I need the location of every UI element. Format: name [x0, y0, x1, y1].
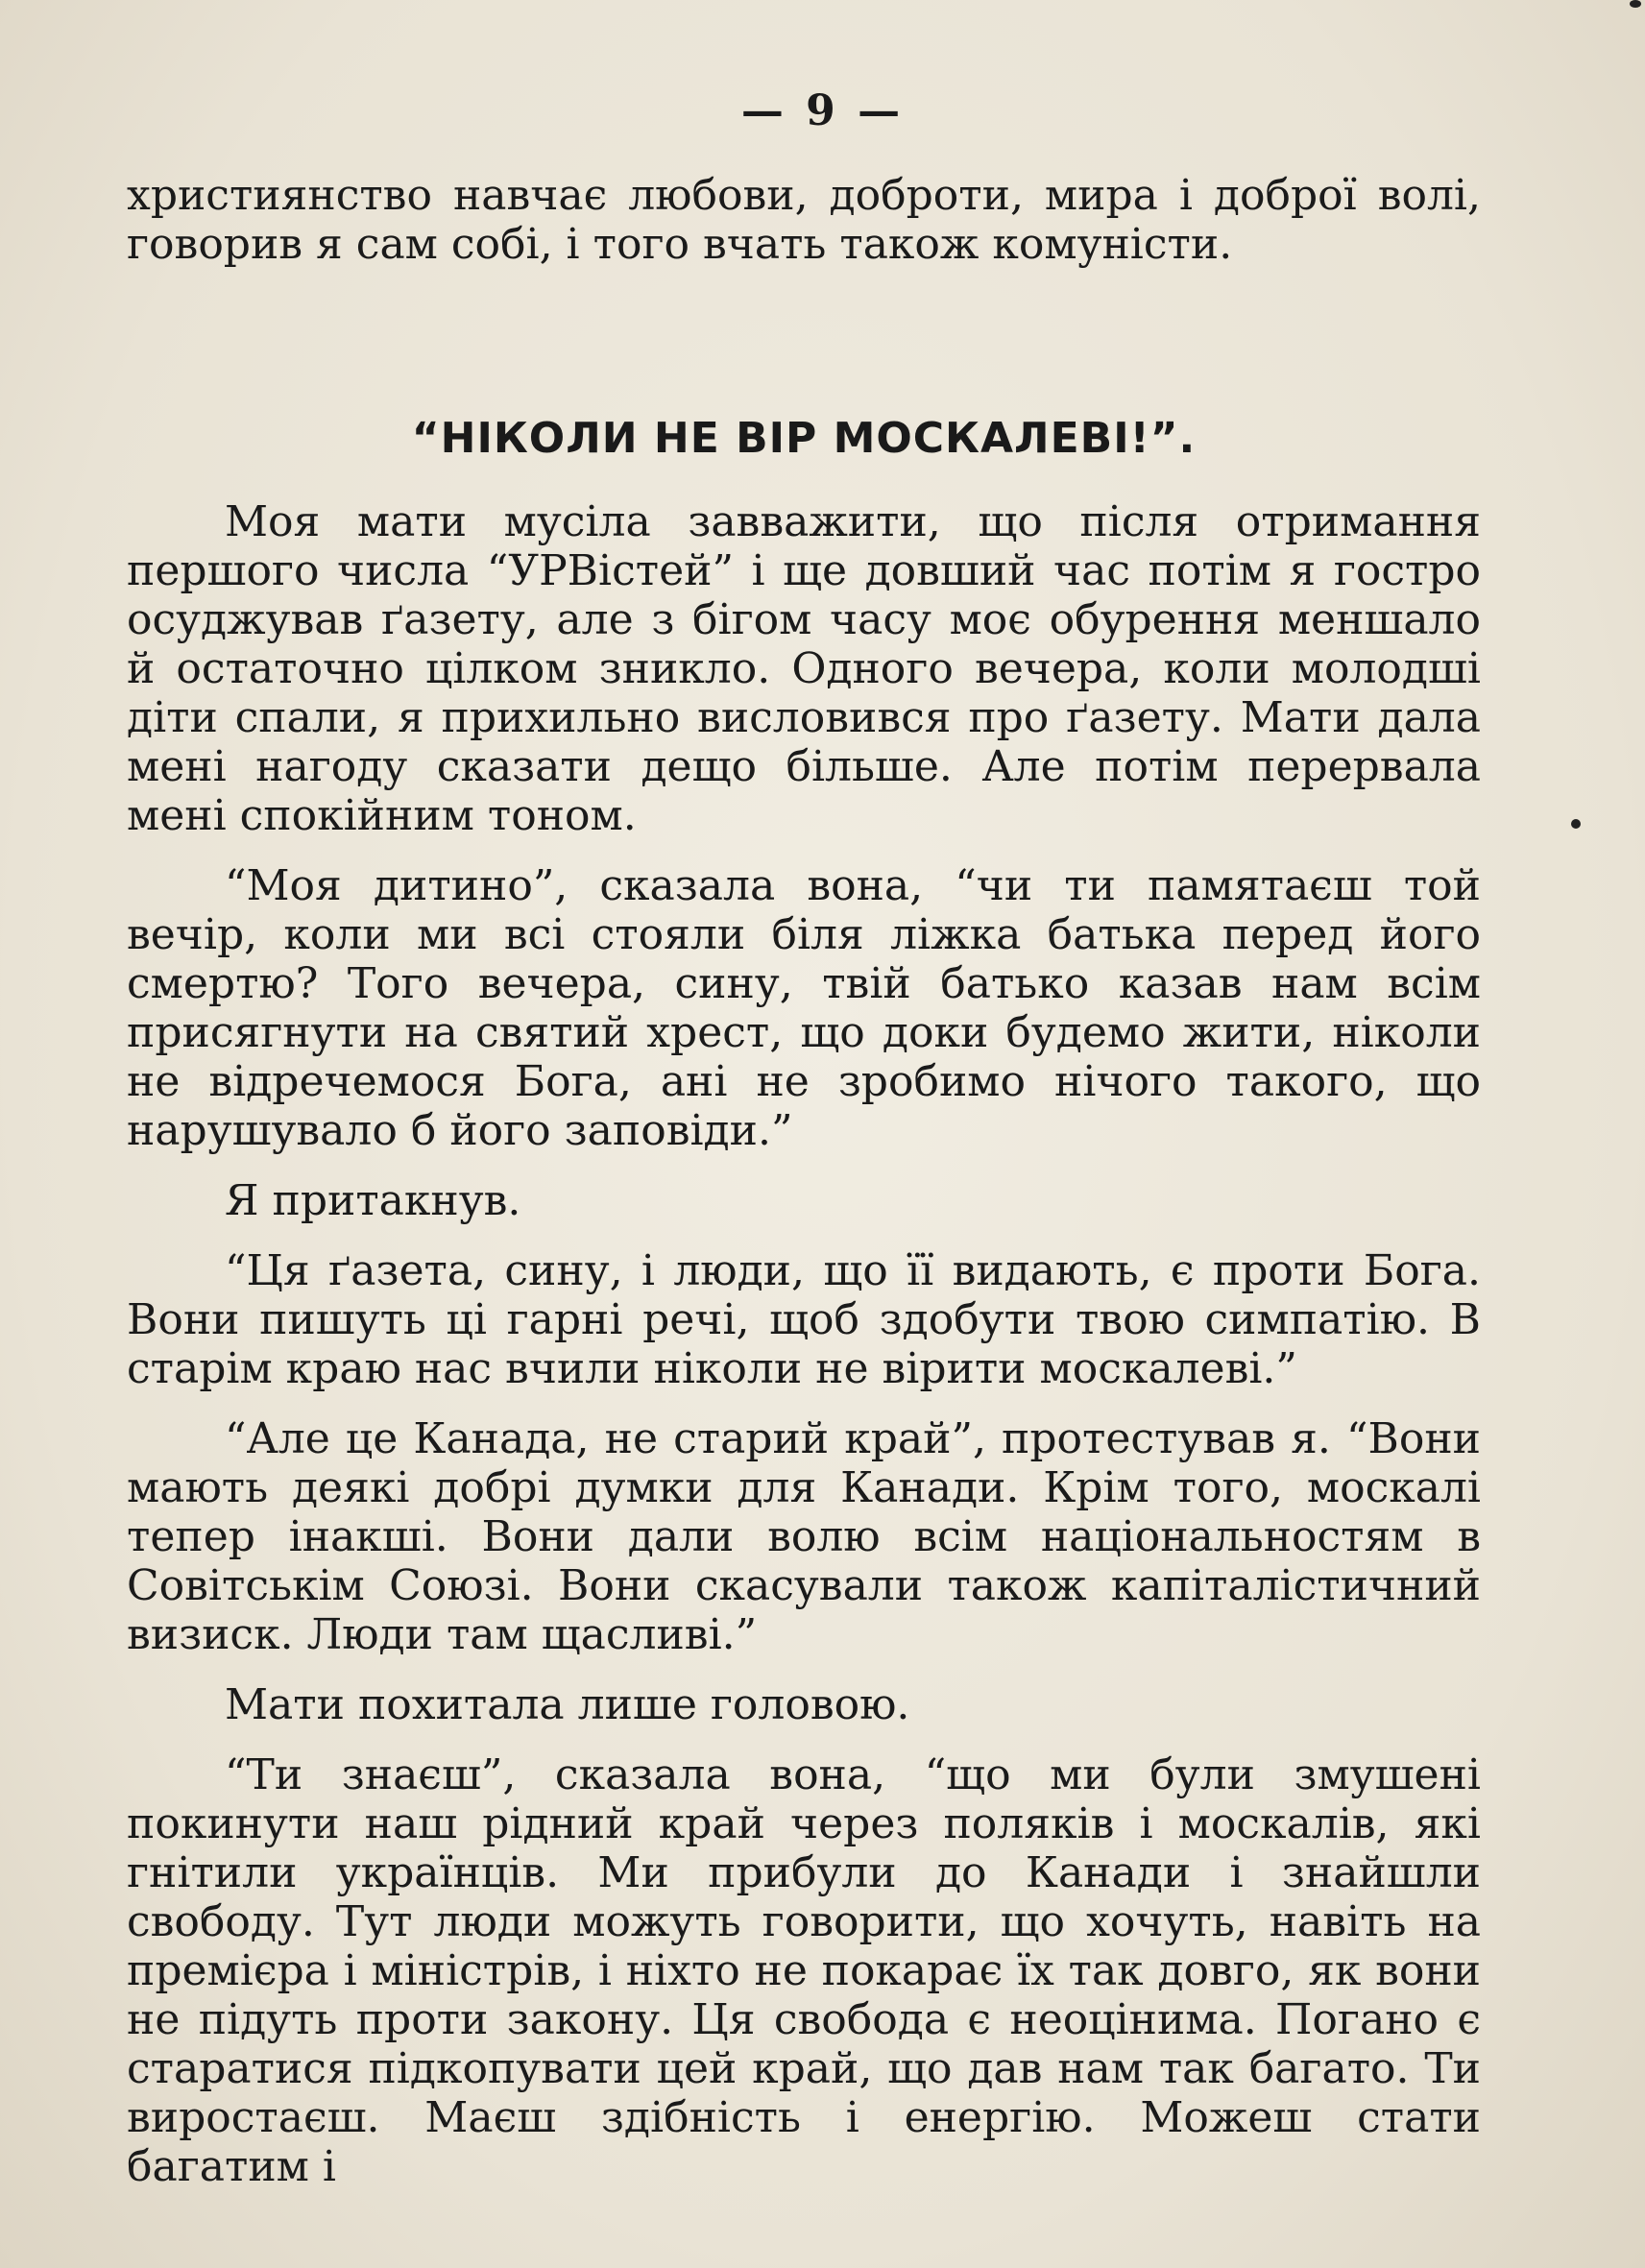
paragraph: “Моя дитино”, сказала вона, “чи ти памятаєш той вечір, коли ми всі стояли біля ліжка батька перед його смертю? Того вечера, сину, твій батько казав нам всім присягнути на святий хрест, що доки будемо жити, ніколи не відречемося Бога, ані не зробимо нічого такого, що нарушувало б його заповіди.”: [127, 861, 1481, 1155]
page-text: [127, 171, 1481, 2191]
section-heading: “НІКОЛИ НЕ ВІР МОСКАЛЕВІ!”.: [411, 414, 1197, 463]
paragraph: Я притакнув.: [225, 1176, 521, 1225]
paragraph: Мати похитала лише головою.: [225, 1680, 910, 1729]
paragraph: Моя мати мусіла завважити, що після отримання першого числа “УРВістей” і ще довший час потім я гостро осуджував ґазету, але з бігом часу моє обурення меншало й остаточно цілком зникло. Одного вечера, коли молодші діти спали, я прихильно висловився про ґазету. Мати дала мені нагоду сказати дещо більше. Але потім перервала мені спокійним тоном.: [127, 497, 1481, 840]
paragraph: “Але це Канада, не старий край”, протестував я. “Вони мають деякі добрі думки для Канади. Крім того, москалі тепер інакші. Вони дали волю всім національностям в Совітськім Союзі. Вони скасували також капіталістичний визиск. Люди там щасливі.”: [127, 1414, 1481, 1659]
paragraph: “Ця ґазета, сину, і люди, що її видають, є проти Бога. Вони пишуть ці гарні речі, щоб здобути твою симпатію. В старім краю нас вчили ніколи не вірити москалеві.”: [127, 1246, 1481, 1393]
paper-speck: [1571, 819, 1581, 829]
paragraph-continuation: християнство навчає любови, доброти, мира і доброї волі, говорив я сам собі, і того вчать також комуністи.: [127, 171, 1481, 269]
paragraph: “Ти знаєш”, сказала вона, “що ми були змушені покинути наш рідний край через поляків і москалів, які гнітили українців. Ми прибули до Канади і знайшли свободу. Тут люди можуть говорити, що хочуть, навіть на премієра і міністрів, і ніхто не покарає їх так довго, як вони не підуть проти закону. Ця свобода є неоцінима. Погано є старатися підкопувати цей край, що дав нам так багато. Ти виростаєш. Маєш здібність і енергію. Можеш стати багатим і: [127, 1750, 1481, 2191]
paper-speck: [1630, 0, 1641, 8]
page-number: — 9 —: [740, 86, 905, 135]
